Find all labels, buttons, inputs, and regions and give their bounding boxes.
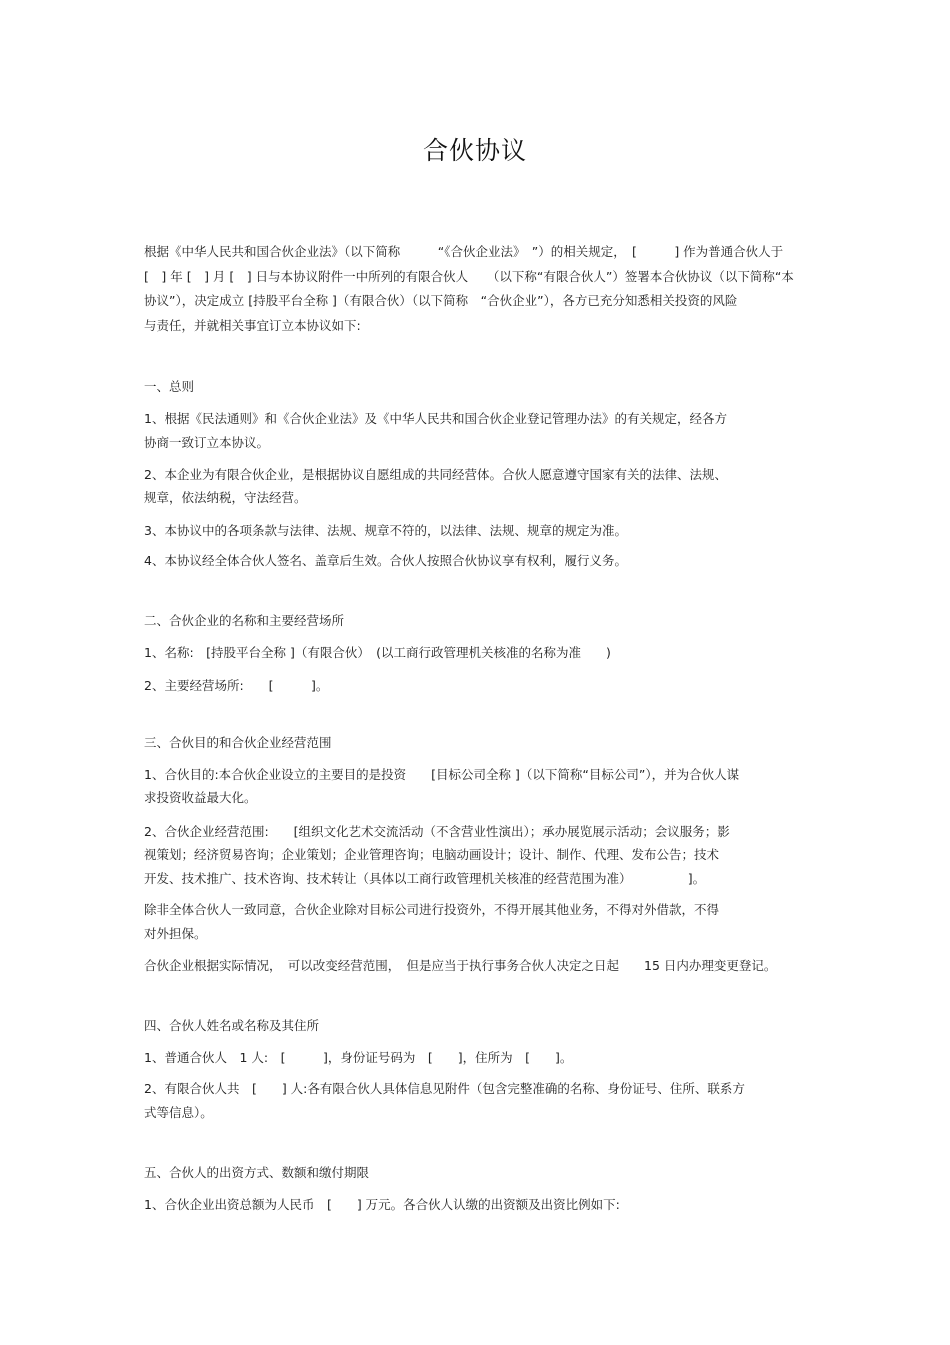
clause-line: 视策划；经济贸易咨询；企业策划；企业管理咨询；电脑动画设计；设计、制作、代理、发布公告；技术 [144, 847, 720, 862]
clause-line: 开发、技术推广、技术咨询、技术转让（具体以工商行政管理机关核准的经营范围为准） ]。 [144, 871, 706, 886]
intro-line: [ ] 年 [ ] 月 [ ] 日与本协议附件一中所列的有限合伙人 （以下称“有限合伙人”）签署本合伙协议（以下简称“本 [144, 269, 794, 284]
intro-line: 与责任，并就相关事宜订立本协议如下: [144, 318, 361, 333]
section-heading: 二、合伙企业的名称和主要经营场所 [144, 613, 345, 628]
clause-line: 协商一致订立本协议。 [144, 435, 270, 450]
section-heading: 一、总则 [144, 379, 195, 394]
clause-line: 求投资收益最大化。 [144, 790, 257, 805]
clause-line: 2、本企业为有限合伙企业，是根据协议自愿组成的共同经营体。合伙人愿意遵守国家有关的法律、法规、 [144, 467, 727, 482]
section-heading: 五、合伙人的出资方式、数额和缴付期限 [144, 1165, 370, 1180]
clause-line: 1、普通合伙人 1 人: [ ]，身份证号码为 [ ]，住所为 [ ]。 [144, 1050, 573, 1065]
clause-line: 对外担保。 [144, 926, 207, 941]
clause-line: 除非全体合伙人一致同意，合伙企业除对目标公司进行投资外，不得开展其他业务，不得对外借款，不得 [144, 902, 720, 917]
clause-line: 规章，依法纳税，守法经营。 [144, 490, 307, 505]
clause-line: 2、有限合伙人共 [ ] 人:各有限合伙人具体信息见附件（包含完整准确的名称、身份证号、住所、联系方 [144, 1081, 745, 1096]
clause-line: 合伙企业根据实际情况， 可以改变经营范围， 但是应当于执行事务合伙人决定之日起 15 日内办理变更登记。 [144, 958, 777, 973]
clause-line: 4、本协议经全体合伙人签名、盖章后生效。合伙人按照合伙协议享有权利，履行义务。 [144, 553, 627, 568]
section-heading: 四、合伙人姓名或名称及其住所 [144, 1018, 320, 1033]
clause-line: 2、合伙企业经营范围: [组织文化艺术交流活动（不含营业性演出）；承办展览展示活动；会议服务；影 [144, 824, 730, 839]
intro-line: 根据《中华人民共和国合伙企业法》（以下简称 “《合伙企业法》 ”）的相关规定， [ ] 作为普通合伙人于 [144, 244, 784, 259]
clause-line: 式等信息）。 [144, 1105, 213, 1120]
document-title: 合伙协议 [422, 136, 527, 165]
clause-line: 1、合伙目的:本合伙企业设立的主要目的是投资 [目标公司全称 ]（以下简称“目标公司”），并为合伙人谋 [144, 767, 740, 782]
intro-line: 协议”），决定成立 [持股平台全称 ]（有限合伙）（以下简称 “合伙企业”），各方已充分知悉相关投资的风险 [144, 293, 738, 308]
section-heading: 三、合伙目的和合伙企业经营范围 [144, 735, 332, 750]
clause-line: 2、主要经营场所: [ ]。 [144, 678, 329, 693]
clause-line: 1、合伙企业出资总额为人民币 [ ] 万元。各合伙人认缴的出资额及出资比例如下: [144, 1197, 620, 1212]
clause-line: 1、根据《民法通则》和《合伙企业法》及《中华人民共和国合伙企业登记管理办法》的有关规定，经各方 [144, 411, 727, 426]
clause-line: 3、本协议中的各项条款与法律、法规、规章不符的，以法律、法规、规章的规定为准。 [144, 523, 627, 538]
clause-line: 1、名称: [持股平台全称 ]（有限合伙） (以工商行政管理机关核准的名称为准 ) [144, 645, 611, 660]
